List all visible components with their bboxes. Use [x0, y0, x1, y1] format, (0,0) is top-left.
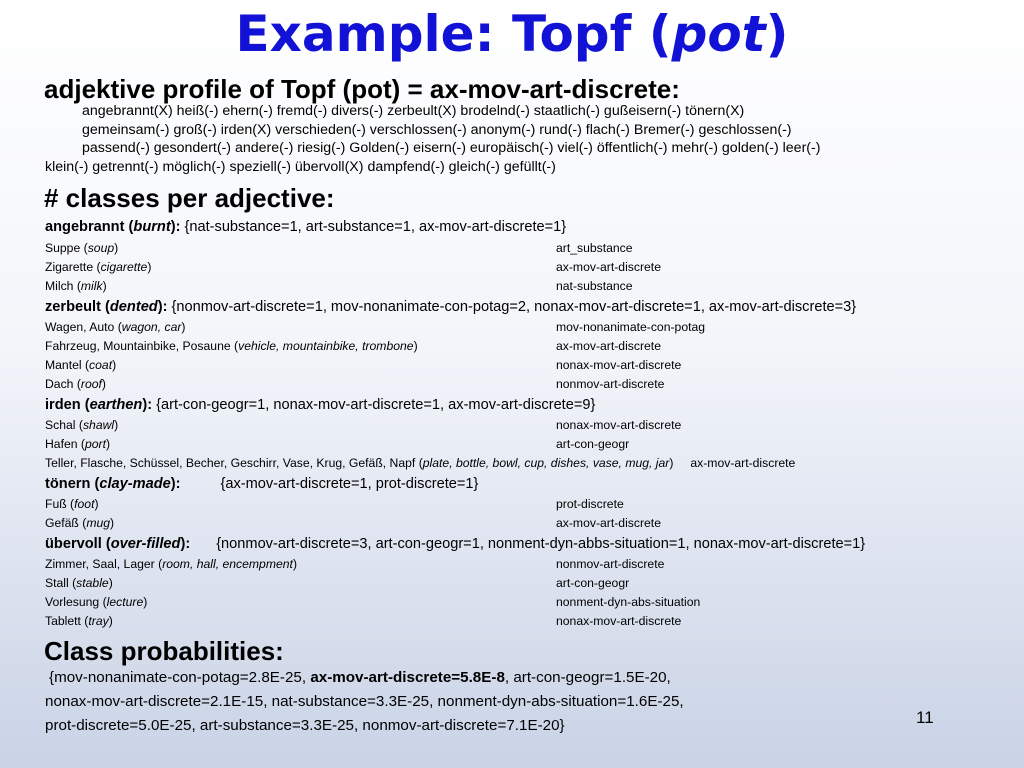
noun-row: Gefäß (mug) ax-mov-art-discrete [45, 516, 661, 530]
adjective-header-toenern: tönern (clay-made): {ax-mov-art-discrete=1, prot-discrete=1} [45, 476, 479, 492]
probabilities-line: {mov-nonanimate-con-potag=2.8E-25, ax-mov-art-discrete=5.8E-8, art-con-geogr=1.5E-20, [49, 669, 671, 686]
noun-row: Fuß (foot) prot-discrete [45, 497, 624, 511]
profile-line: passend(-) gesondert(-) andere(-) riesig(-) Golden(-) eisern(-) europäisch(-) viel(-) öffentlich(-) mehr(-) golden(-) leer(-) [82, 140, 821, 156]
noun-row: Vorlesung (lecture) nonment-dyn-abs-situation [45, 595, 701, 609]
slide-title: Example: Topf (pot) [235, 5, 789, 63]
noun-row: Milch (milk) nat-substance [45, 279, 633, 293]
adjective-header-uebervoll: übervoll (over-filled): {nonmov-art-discrete=3, art-con-geogr=1, nonment-dyn-abbs-situation=1, nonax-mov-art-discrete=1} [45, 536, 866, 552]
noun-row: Dach (roof) nonmov-art-discrete [45, 377, 665, 391]
profile-line: gemeinsam(-) groß(-) irden(X) verschieden(-) verschlossen(-) anonym(-) rund(-) flach(-) Bremer(-) geschlossen(-) [82, 121, 792, 138]
noun-row: Fahrzeug, Mountainbike, Posaune (vehicle, mountainbike, trombone) ax-mov-art-discrete [45, 339, 661, 353]
noun-row: Zimmer, Saal, Lager (room, hall, encempment) nonmov-art-discrete [45, 557, 665, 571]
noun-row: Hafen (port) art-con-geogr [45, 437, 630, 451]
classes-heading: # classes per adjective: [44, 183, 335, 213]
profile-heading: adjektive profile of Topf (pot) = ax-mov-art-discrete: [44, 74, 680, 104]
adjective-header-irden: irden (earthen): {art-con-geogr=1, nonax-mov-art-discrete=1, ax-mov-art-discrete=9} [45, 397, 596, 413]
adjective-header-angebrannt: angebrannt (burnt): {nat-substance=1, art-substance=1, ax-mov-art-discrete=1} [45, 219, 567, 235]
adjective-header-zerbeult: zerbeult (dented): {nonmov-art-discrete=1, mov-nonanimate-con-potag=2, nonax-mov-art-discrete=1, ax-mov-art-discrete=3} [45, 299, 857, 315]
noun-row: Stall (stable) art-con-geogr [45, 576, 630, 590]
probabilities-line: nonax-mov-art-discrete=2.1E-15, nat-substance=3.3E-25, nonment-dyn-abs-situation=1.6E-25, [45, 693, 684, 710]
page-number: 11 [916, 708, 934, 727]
noun-row: Wagen, Auto (wagon, car) mov-nonanimate-con-potag [45, 320, 706, 334]
noun-row: Suppe (soup) art_substance [45, 241, 633, 255]
probabilities-line: prot-discrete=5.0E-25, art-substance=3.3E-25, nonmov-art-discrete=7.1E-20} [45, 717, 565, 734]
noun-row: Schal (shawl) nonax-mov-art-discrete [45, 418, 682, 432]
noun-row: Zigarette (cigarette) ax-mov-art-discrete [45, 260, 661, 274]
noun-row: Teller, Flasche, Schüssel, Becher, Geschirr, Vase, Krug, Gefäß, Napf (plate, bottle, bowl, cup, dishes, vase, mug, jar) ax-mov-art-discrete [45, 456, 796, 470]
adjective-profile-list [45, 102, 1022, 176]
noun-row: Tablett (tray) nonax-mov-art-discrete [45, 614, 682, 628]
profile-line: klein(-) getrennt(-) möglich(-) speziell(-) übervoll(X) dampfend(-) gleich(-) gefüllt(-) [45, 158, 556, 175]
noun-row: Mantel (coat) nonax-mov-art-discrete [45, 358, 682, 372]
probabilities-heading: Class probabilities: [44, 636, 284, 666]
profile-line: angebrannt(X) heiß(-) ehern(-) fremd(-) divers(-) zerbeult(X) brodelnd(-) staatlich(-) gußeisern(-) tönern(X) [82, 103, 745, 119]
